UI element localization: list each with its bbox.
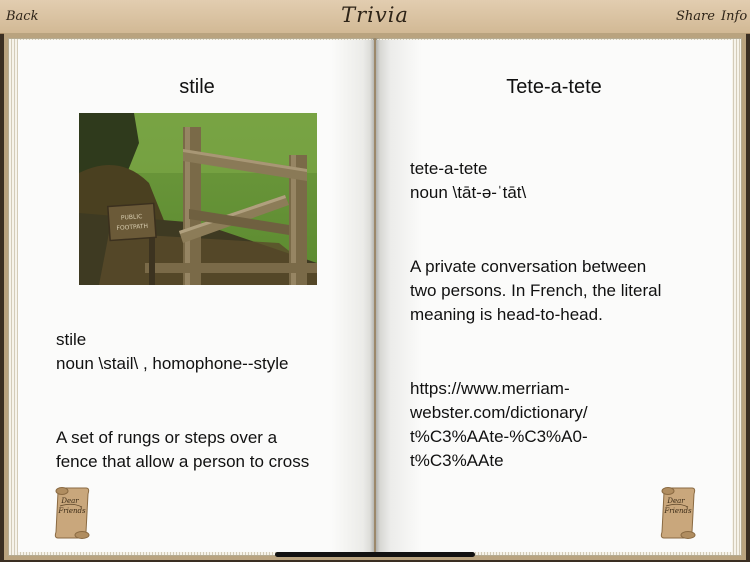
- right-description: A private conversation between two persons. In French, the literal meaning is head-to-head.: [410, 257, 662, 324]
- right-page-title: Tete-a-tete: [506, 76, 602, 98]
- info-button[interactable]: Info: [721, 9, 748, 24]
- left-description: A set of rungs or steps over a fence that allow a person to cross: [56, 428, 310, 471]
- sign-line-1: PUBLIC: [120, 213, 143, 222]
- scroll-text-line-2: Friends: [664, 507, 692, 515]
- sign-line-2: FOOTPATH: [116, 222, 149, 233]
- right-definition: tete-a-tete noun \tāt-ə-ˈtāt\: [410, 159, 527, 202]
- top-navigation-bar: [0, 0, 750, 34]
- share-button[interactable]: Share: [676, 9, 715, 24]
- left-scroll-icon[interactable]: [52, 486, 92, 540]
- home-indicator[interactable]: [275, 552, 475, 557]
- left-page-title: stile: [179, 76, 215, 98]
- app-title: Trivia: [341, 3, 409, 27]
- back-button[interactable]: Back: [6, 9, 39, 24]
- right-scroll-icon[interactable]: [658, 486, 698, 540]
- right-source-url[interactable]: https://www.merriam- webster.com/dictionary/ t%C3%AAte-%C3%A0- t%C3%AAte: [410, 379, 588, 470]
- scroll-text-line-1: Dear: [667, 497, 685, 505]
- book-spine: [370, 38, 380, 556]
- left-definition: stile noun \stail\ , homophone--style: [56, 330, 289, 373]
- scroll-text-line-2: Friends: [58, 507, 86, 515]
- stile-photo: [79, 113, 317, 285]
- scroll-text-line-1: Dear: [61, 497, 79, 505]
